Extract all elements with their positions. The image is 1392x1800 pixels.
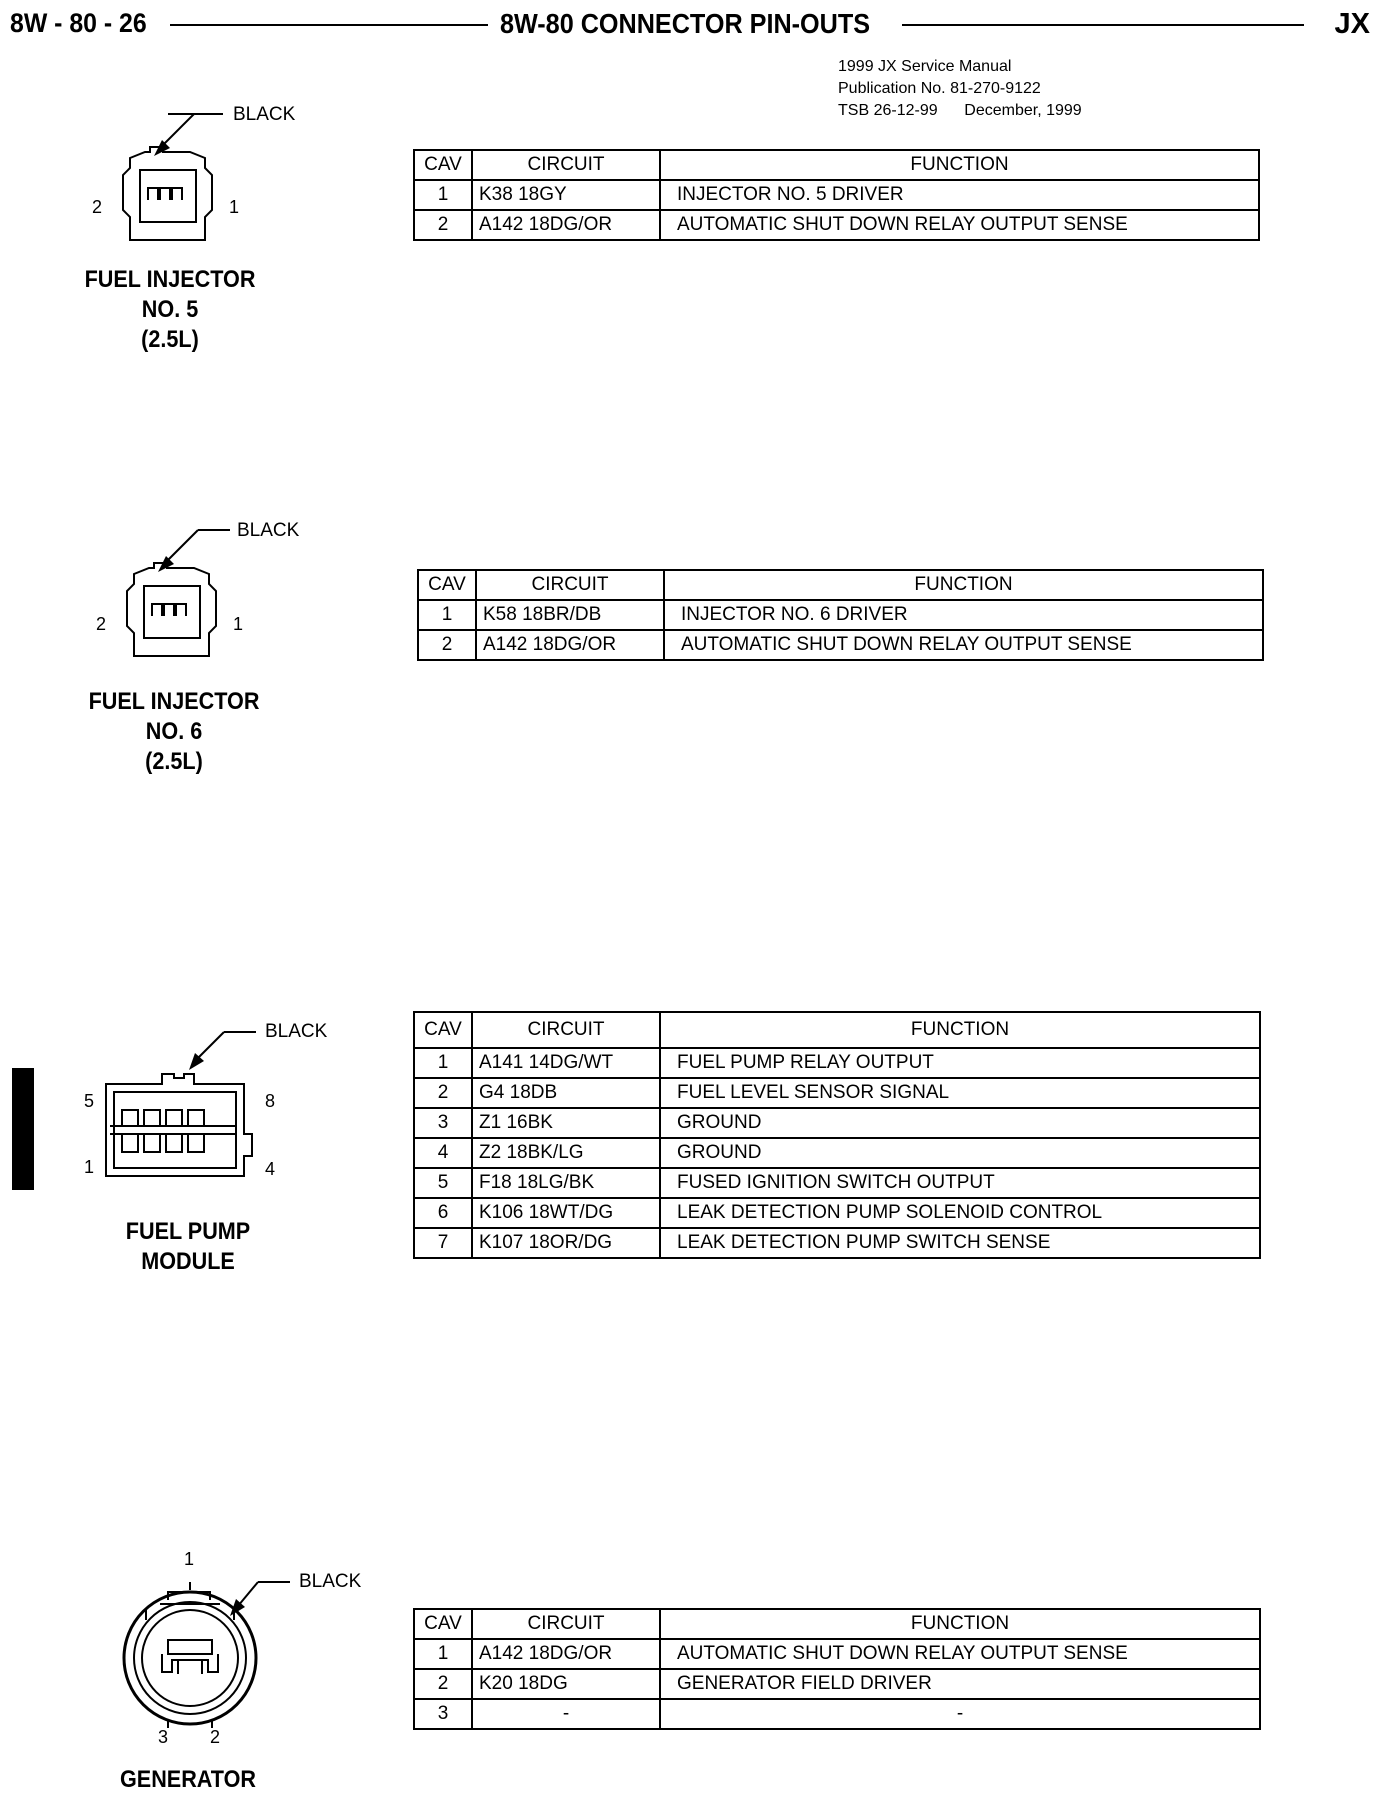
- table-row: [414, 1639, 1260, 1669]
- column-header-circuit: CIRCUIT: [476, 570, 664, 600]
- pin-number: 1: [84, 1157, 95, 1177]
- pin-number: 1: [229, 197, 240, 217]
- circuit-cell: F18 18LG/BK: [472, 1168, 660, 1198]
- pin-number: 3: [158, 1727, 169, 1747]
- table-header-row: [414, 1012, 1260, 1048]
- column-header-function: FUNCTION: [664, 570, 1263, 600]
- cav-cell: 4: [414, 1138, 472, 1168]
- page-header: [0, 8, 1392, 48]
- publication-line: 1999 JX Service Manual: [838, 58, 1012, 75]
- table-header-row: [414, 150, 1259, 180]
- connector-name: [89, 1217, 287, 1277]
- publication-line: TSB 26-12-99 December, 1999: [838, 102, 1082, 119]
- connector-name: [89, 1765, 287, 1795]
- column-header-function: FUNCTION: [660, 1012, 1260, 1048]
- circuit-cell: G4 18DB: [472, 1078, 660, 1108]
- table-header-row: [418, 570, 1263, 600]
- color-label: BLACK: [233, 104, 296, 125]
- table-header-row: [414, 1609, 1260, 1639]
- function-cell: LEAK DETECTION PUMP SWITCH SENSE: [660, 1228, 1260, 1258]
- circuit-cell: A141 14DG/WT: [472, 1048, 660, 1078]
- connector-name-line: MODULE: [141, 1248, 235, 1275]
- pin-number: 1: [233, 614, 244, 634]
- cav-cell: 3: [414, 1108, 472, 1138]
- circuit-cell: K58 18BR/DB: [476, 600, 664, 630]
- cav-cell: 5: [414, 1168, 472, 1198]
- section-tab-marker: [12, 1068, 34, 1190]
- connector-name-line: FUEL INJECTOR: [88, 688, 260, 715]
- cav-cell: 2: [414, 1669, 472, 1699]
- pinout-table: [417, 569, 1264, 661]
- cav-cell: 1: [414, 1639, 472, 1669]
- connector-name-line: NO. 6: [145, 718, 203, 745]
- column-header-cav: CAV: [414, 1012, 472, 1048]
- pin-number: 4: [265, 1159, 276, 1179]
- function-cell: LEAK DETECTION PUMP SOLENOID CONTROL: [660, 1198, 1260, 1228]
- column-header-circuit: CIRCUIT: [472, 150, 660, 180]
- circuit-cell: K38 18GY: [472, 180, 660, 210]
- pinout-table: [413, 1011, 1261, 1259]
- color-label: BLACK: [299, 1571, 362, 1592]
- connector-name-line: FUEL INJECTOR: [84, 266, 256, 293]
- cav-cell: 6: [414, 1198, 472, 1228]
- function-cell: INJECTOR NO. 6 DRIVER: [664, 600, 1263, 630]
- cav-cell: 7: [414, 1228, 472, 1258]
- color-label: BLACK: [265, 1021, 328, 1042]
- pin-number: 2: [92, 197, 103, 217]
- table-row: [414, 1198, 1260, 1228]
- connector-name-line: (2.5L): [141, 326, 199, 353]
- function-cell: AUTOMATIC SHUT DOWN RELAY OUTPUT SENSE: [660, 1639, 1260, 1669]
- table-row: [414, 1699, 1260, 1729]
- function-cell: -: [660, 1699, 1260, 1729]
- page-title: 8W-80 CONNECTOR PIN-OUTS: [500, 8, 871, 39]
- pin-number: 8: [265, 1091, 276, 1111]
- cav-cell: 3: [414, 1699, 472, 1729]
- table-row: [418, 600, 1263, 630]
- table-row: [414, 1168, 1260, 1198]
- function-cell: GROUND: [660, 1138, 1260, 1168]
- table-row: [414, 210, 1259, 240]
- circuit-cell: K106 18WT/DG: [472, 1198, 660, 1228]
- connector-name: [71, 265, 269, 355]
- cav-cell: 2: [414, 1078, 472, 1108]
- table-row: [414, 1048, 1260, 1078]
- cav-cell: 2: [414, 210, 472, 240]
- table-row: [414, 1669, 1260, 1699]
- connector-name-line: GENERATOR: [119, 1766, 257, 1793]
- circuit-cell: A142 18DG/OR: [476, 630, 664, 660]
- column-header-circuit: CIRCUIT: [472, 1609, 660, 1639]
- connector-name-line: NO. 5: [141, 296, 199, 323]
- pin-number: 2: [210, 1727, 221, 1747]
- column-header-cav: CAV: [418, 570, 476, 600]
- table-row: [418, 630, 1263, 660]
- publication-info: [838, 56, 1082, 122]
- function-cell: AUTOMATIC SHUT DOWN RELAY OUTPUT SENSE: [660, 210, 1259, 240]
- function-cell: FUEL LEVEL SENSOR SIGNAL: [660, 1078, 1260, 1108]
- cav-cell: 1: [414, 1048, 472, 1078]
- circuit-cell: K20 18DG: [472, 1669, 660, 1699]
- table-row: [414, 1108, 1260, 1138]
- column-header-function: FUNCTION: [660, 1609, 1260, 1639]
- circuit-cell: -: [472, 1699, 660, 1729]
- cav-cell: 2: [418, 630, 476, 660]
- header-rule-left: [170, 24, 488, 26]
- pinout-table: [413, 149, 1260, 241]
- model-code: JX: [1334, 8, 1370, 40]
- header-rule-right: [902, 24, 1304, 26]
- column-header-cav: CAV: [414, 1609, 472, 1639]
- circuit-cell: K107 18OR/DG: [472, 1228, 660, 1258]
- page-number: 8W - 80 - 26: [10, 8, 147, 38]
- function-cell: INJECTOR NO. 5 DRIVER: [660, 180, 1259, 210]
- cav-cell: 1: [414, 180, 472, 210]
- pin-number: 1: [184, 1549, 195, 1569]
- table-row: [414, 1138, 1260, 1168]
- circuit-cell: Z2 18BK/LG: [472, 1138, 660, 1168]
- cav-cell: 1: [418, 600, 476, 630]
- function-cell: FUEL PUMP RELAY OUTPUT: [660, 1048, 1260, 1078]
- pinout-table: [413, 1608, 1261, 1730]
- function-cell: GROUND: [660, 1108, 1260, 1138]
- table-row: [414, 180, 1259, 210]
- circuit-cell: A142 18DG/OR: [472, 210, 660, 240]
- color-label: BLACK: [237, 520, 300, 541]
- function-cell: FUSED IGNITION SWITCH OUTPUT: [660, 1168, 1260, 1198]
- circuit-cell: A142 18DG/OR: [472, 1639, 660, 1669]
- function-cell: AUTOMATIC SHUT DOWN RELAY OUTPUT SENSE: [664, 630, 1263, 660]
- table-row: [414, 1228, 1260, 1258]
- connector-name-line: (2.5L): [145, 748, 203, 775]
- publication-line: Publication No. 81-270-9122: [838, 80, 1041, 97]
- pin-number: 2: [96, 614, 107, 634]
- connector-name: [75, 687, 273, 777]
- column-header-cav: CAV: [414, 150, 472, 180]
- function-cell: GENERATOR FIELD DRIVER: [660, 1669, 1260, 1699]
- pin-number: 5: [84, 1091, 95, 1111]
- column-header-function: FUNCTION: [660, 150, 1259, 180]
- column-header-circuit: CIRCUIT: [472, 1012, 660, 1048]
- circuit-cell: Z1 16BK: [472, 1108, 660, 1138]
- table-row: [414, 1078, 1260, 1108]
- connector-name-line: FUEL PUMP: [125, 1218, 251, 1245]
